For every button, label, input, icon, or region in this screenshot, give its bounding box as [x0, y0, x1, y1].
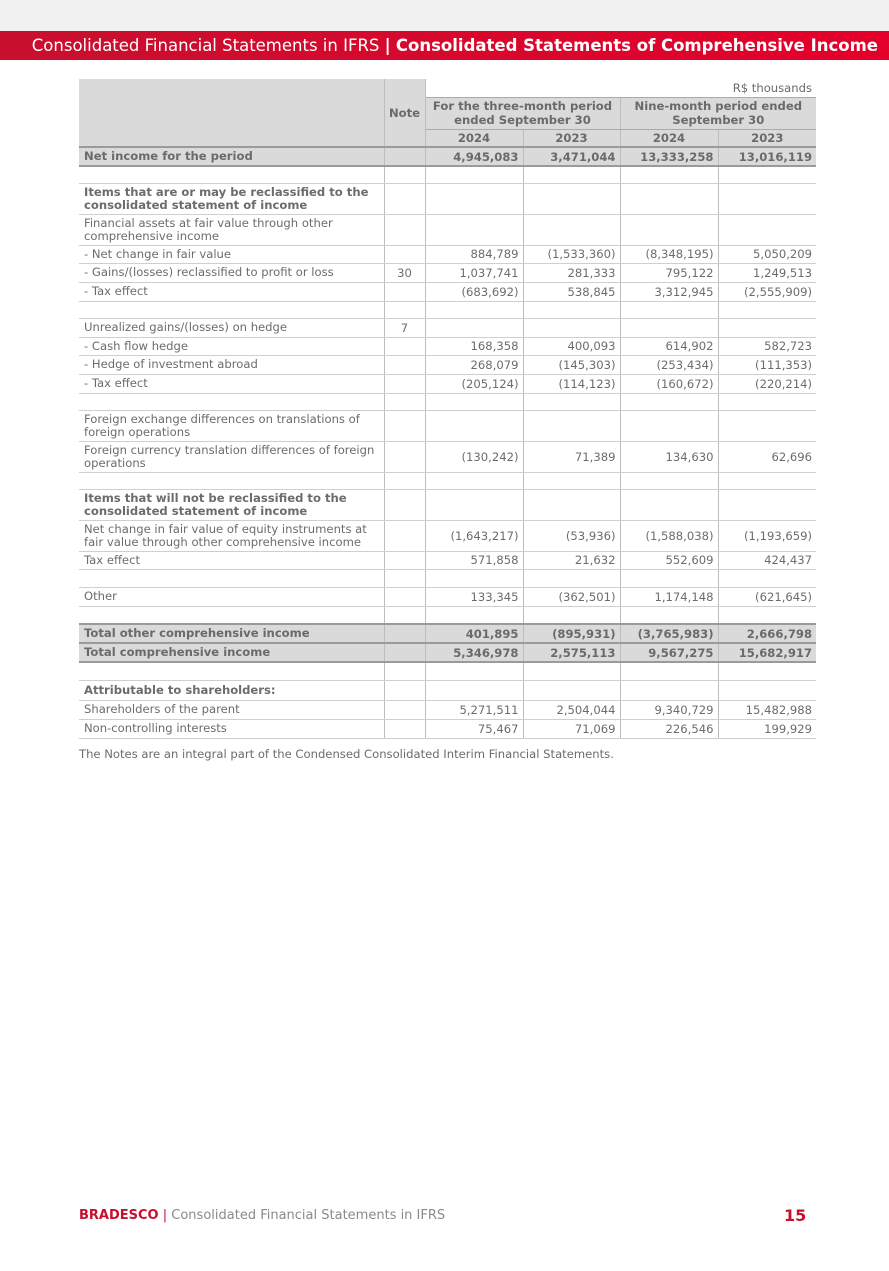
header-separator: |	[384, 36, 391, 55]
table-row	[79, 489, 816, 520]
row-note: 7	[384, 318, 425, 337]
value-cell: (895,931)	[523, 624, 620, 643]
row-label: - Gains/(losses) reclassified to profit or loss	[79, 263, 384, 282]
value-cell	[425, 410, 523, 441]
value-cell: 71,389	[523, 441, 620, 472]
spacer-row	[79, 301, 816, 318]
table-row	[79, 441, 816, 472]
value-cell: (114,123)	[523, 374, 620, 393]
value-cell	[523, 569, 620, 587]
table-row	[79, 183, 816, 214]
value-cell	[718, 606, 816, 624]
value-cell: (205,124)	[425, 374, 523, 393]
page-header-banner	[0, 31, 889, 60]
table-row	[79, 680, 816, 700]
spacer-row	[79, 569, 816, 587]
value-cell	[620, 662, 718, 680]
row-label: Financial assets at fair value through other comprehensive income	[79, 214, 384, 245]
spacer-row	[79, 662, 816, 680]
value-cell	[523, 489, 620, 520]
value-cell: 199,929	[718, 719, 816, 738]
value-cell	[425, 393, 523, 410]
row-note	[384, 214, 425, 245]
value-cell	[523, 680, 620, 700]
footer-separator: |	[162, 1208, 168, 1223]
value-cell: 15,682,917	[718, 643, 816, 662]
label-column-header	[79, 79, 384, 147]
spacer-row	[79, 166, 816, 183]
table-row	[79, 700, 816, 719]
value-cell	[718, 489, 816, 520]
value-cell	[718, 662, 816, 680]
value-cell: 400,093	[523, 337, 620, 355]
table-row	[79, 282, 816, 301]
table-row	[79, 410, 816, 441]
value-cell: 75,467	[425, 719, 523, 738]
value-cell: 552,609	[620, 551, 718, 569]
row-label: - Tax effect	[79, 282, 384, 301]
value-cell	[523, 662, 620, 680]
row-note	[384, 393, 425, 410]
row-note	[384, 147, 425, 166]
net-income-row	[79, 147, 816, 166]
row-label	[79, 393, 384, 410]
row-note	[384, 606, 425, 624]
row-note	[384, 489, 425, 520]
row-note	[384, 587, 425, 606]
row-note	[384, 719, 425, 738]
spacer-row	[79, 393, 816, 410]
value-cell	[523, 183, 620, 214]
year-header: 2023	[523, 129, 620, 147]
value-cell: 71,069	[523, 719, 620, 738]
value-cell: 5,050,209	[718, 245, 816, 263]
value-cell: 4,945,083	[425, 147, 523, 166]
table-row	[79, 337, 816, 355]
value-cell	[620, 472, 718, 489]
value-cell	[718, 472, 816, 489]
value-cell	[425, 214, 523, 245]
spacer-row	[79, 472, 816, 489]
value-cell	[425, 662, 523, 680]
row-note	[384, 700, 425, 719]
value-cell: (160,672)	[620, 374, 718, 393]
row-note	[384, 680, 425, 700]
units-label: R$ thousands	[425, 79, 816, 97]
year-header: 2023	[718, 129, 816, 147]
header-title-part1: Consolidated Financial Statements in IFRS	[31, 36, 380, 55]
value-cell: (3,765,983)	[620, 624, 718, 643]
value-cell	[718, 214, 816, 245]
value-cell	[523, 166, 620, 183]
value-cell	[425, 680, 523, 700]
page-footer	[79, 1208, 445, 1223]
value-cell: (1,193,659)	[718, 520, 816, 551]
row-note	[384, 643, 425, 662]
note-column-header: Note	[384, 79, 425, 147]
value-cell	[523, 318, 620, 337]
value-cell: 424,437	[718, 551, 816, 569]
value-cell	[620, 393, 718, 410]
value-cell	[425, 489, 523, 520]
value-cell: (130,242)	[425, 441, 523, 472]
value-cell	[425, 318, 523, 337]
value-cell	[620, 489, 718, 520]
row-label: Foreign exchange differences on translations of foreign operations	[79, 410, 384, 441]
table-row	[79, 551, 816, 569]
value-cell	[718, 680, 816, 700]
value-cell: (683,692)	[425, 282, 523, 301]
row-note: 30	[384, 263, 425, 282]
value-cell: 614,902	[620, 337, 718, 355]
value-cell: (8,348,195)	[620, 245, 718, 263]
total-comprehensive-income-row	[79, 643, 816, 662]
value-cell: 571,858	[425, 551, 523, 569]
row-label	[79, 569, 384, 587]
value-cell: (1,643,217)	[425, 520, 523, 551]
value-cell: 5,271,511	[425, 700, 523, 719]
value-cell	[425, 569, 523, 587]
value-cell	[718, 301, 816, 318]
value-cell: 21,632	[523, 551, 620, 569]
value-cell	[718, 410, 816, 441]
row-label	[79, 301, 384, 318]
row-label: - Hedge of investment abroad	[79, 355, 384, 374]
value-cell: (362,501)	[523, 587, 620, 606]
row-note	[384, 166, 425, 183]
value-cell	[620, 318, 718, 337]
value-cell: 62,696	[718, 441, 816, 472]
row-label: Other	[79, 587, 384, 606]
value-cell: 401,895	[425, 624, 523, 643]
value-cell: 13,333,258	[620, 147, 718, 166]
value-cell: 9,340,729	[620, 700, 718, 719]
row-note	[384, 355, 425, 374]
value-cell	[718, 166, 816, 183]
row-label: Attributable to shareholders:	[79, 680, 384, 700]
row-label: Shareholders of the parent	[79, 700, 384, 719]
value-cell: 134,630	[620, 441, 718, 472]
row-note	[384, 662, 425, 680]
value-cell	[523, 301, 620, 318]
value-cell	[718, 393, 816, 410]
row-note	[384, 410, 425, 441]
value-cell: (621,645)	[718, 587, 816, 606]
year-header: 2024	[425, 129, 523, 147]
row-label: Non-controlling interests	[79, 719, 384, 738]
year-header: 2024	[620, 129, 718, 147]
value-cell: 538,845	[523, 282, 620, 301]
value-cell: (145,303)	[523, 355, 620, 374]
row-note	[384, 183, 425, 214]
row-note	[384, 337, 425, 355]
value-cell: 582,723	[718, 337, 816, 355]
row-note	[384, 441, 425, 472]
row-label	[79, 166, 384, 183]
value-cell: 226,546	[620, 719, 718, 738]
value-cell: 2,575,113	[523, 643, 620, 662]
nine-month-period-header: Nine-month period ended September 30	[620, 97, 816, 129]
table-row	[79, 719, 816, 738]
row-note	[384, 520, 425, 551]
value-cell	[620, 183, 718, 214]
table-row	[79, 245, 816, 263]
row-label: Tax effect	[79, 551, 384, 569]
value-cell	[620, 166, 718, 183]
table-row	[79, 520, 816, 551]
value-cell	[425, 183, 523, 214]
value-cell: 281,333	[523, 263, 620, 282]
row-label: Items that are or may be reclassified to the consolidated statement of income	[79, 183, 384, 214]
value-cell: (1,588,038)	[620, 520, 718, 551]
row-note	[384, 624, 425, 643]
top-strip	[0, 0, 889, 31]
row-label: - Net change in fair value	[79, 245, 384, 263]
value-cell: 5,346,978	[425, 643, 523, 662]
table-row	[79, 374, 816, 393]
value-cell: 2,504,044	[523, 700, 620, 719]
value-cell	[620, 410, 718, 441]
row-label: Total other comprehensive income	[79, 624, 384, 643]
value-cell	[523, 214, 620, 245]
value-cell: (53,936)	[523, 520, 620, 551]
value-cell	[425, 472, 523, 489]
value-cell	[523, 410, 620, 441]
value-cell	[620, 214, 718, 245]
row-label	[79, 472, 384, 489]
value-cell: 133,345	[425, 587, 523, 606]
value-cell	[620, 569, 718, 587]
row-label	[79, 606, 384, 624]
value-cell: 3,312,945	[620, 282, 718, 301]
three-month-period-header: For the three-month period ended September 30	[425, 97, 620, 129]
value-cell: 1,174,148	[620, 587, 718, 606]
spacer-row	[79, 606, 816, 624]
comprehensive-income-table	[79, 79, 816, 739]
value-cell: 1,249,513	[718, 263, 816, 282]
footer-text: Consolidated Financial Statements in IFRS	[171, 1208, 446, 1223]
row-label: Unrealized gains/(losses) on hedge	[79, 318, 384, 337]
value-cell: 168,358	[425, 337, 523, 355]
value-cell	[425, 606, 523, 624]
row-label	[79, 662, 384, 680]
row-note	[384, 282, 425, 301]
value-cell	[523, 472, 620, 489]
row-note	[384, 245, 425, 263]
row-note	[384, 472, 425, 489]
table-row	[79, 263, 816, 282]
value-cell	[425, 301, 523, 318]
value-cell	[523, 606, 620, 624]
row-label: - Cash flow hedge	[79, 337, 384, 355]
value-cell: 268,079	[425, 355, 523, 374]
value-cell: (111,353)	[718, 355, 816, 374]
row-note	[384, 301, 425, 318]
value-cell: 3,471,044	[523, 147, 620, 166]
total-other-comprehensive-income-row	[79, 624, 816, 643]
value-cell	[620, 606, 718, 624]
row-label: Net income for the period	[79, 147, 384, 166]
value-cell	[620, 301, 718, 318]
value-cell: 9,567,275	[620, 643, 718, 662]
row-label: Items that will not be reclassified to the consolidated statement of income	[79, 489, 384, 520]
value-cell: (220,214)	[718, 374, 816, 393]
value-cell: 13,016,119	[718, 147, 816, 166]
footnote: The Notes are an integral part of the Condensed Consolidated Interim Financial Statements.	[79, 747, 614, 761]
row-label: Total comprehensive income	[79, 643, 384, 662]
page-number: 15	[784, 1206, 807, 1225]
value-cell: 884,789	[425, 245, 523, 263]
row-note	[384, 374, 425, 393]
value-cell	[718, 318, 816, 337]
header-title-part2: Consolidated Statements of Comprehensive Income	[395, 36, 878, 55]
value-cell: 795,122	[620, 263, 718, 282]
value-cell: (2,555,909)	[718, 282, 816, 301]
row-note	[384, 569, 425, 587]
value-cell: (253,434)	[620, 355, 718, 374]
row-label: - Tax effect	[79, 374, 384, 393]
row-note	[384, 551, 425, 569]
value-cell	[718, 183, 816, 214]
value-cell: 2,666,798	[718, 624, 816, 643]
row-label: Net change in fair value of equity instruments at fair value through other comprehensive income	[79, 520, 384, 551]
footer-brand: BRADESCO	[79, 1208, 159, 1223]
value-cell	[718, 569, 816, 587]
table-row	[79, 355, 816, 374]
row-label: Foreign currency translation differences of foreign operations	[79, 441, 384, 472]
value-cell	[523, 393, 620, 410]
table-row	[79, 318, 816, 337]
table-row	[79, 587, 816, 606]
value-cell: (1,533,360)	[523, 245, 620, 263]
value-cell	[620, 680, 718, 700]
table-row	[79, 214, 816, 245]
value-cell: 1,037,741	[425, 263, 523, 282]
value-cell: 15,482,988	[718, 700, 816, 719]
value-cell	[425, 166, 523, 183]
